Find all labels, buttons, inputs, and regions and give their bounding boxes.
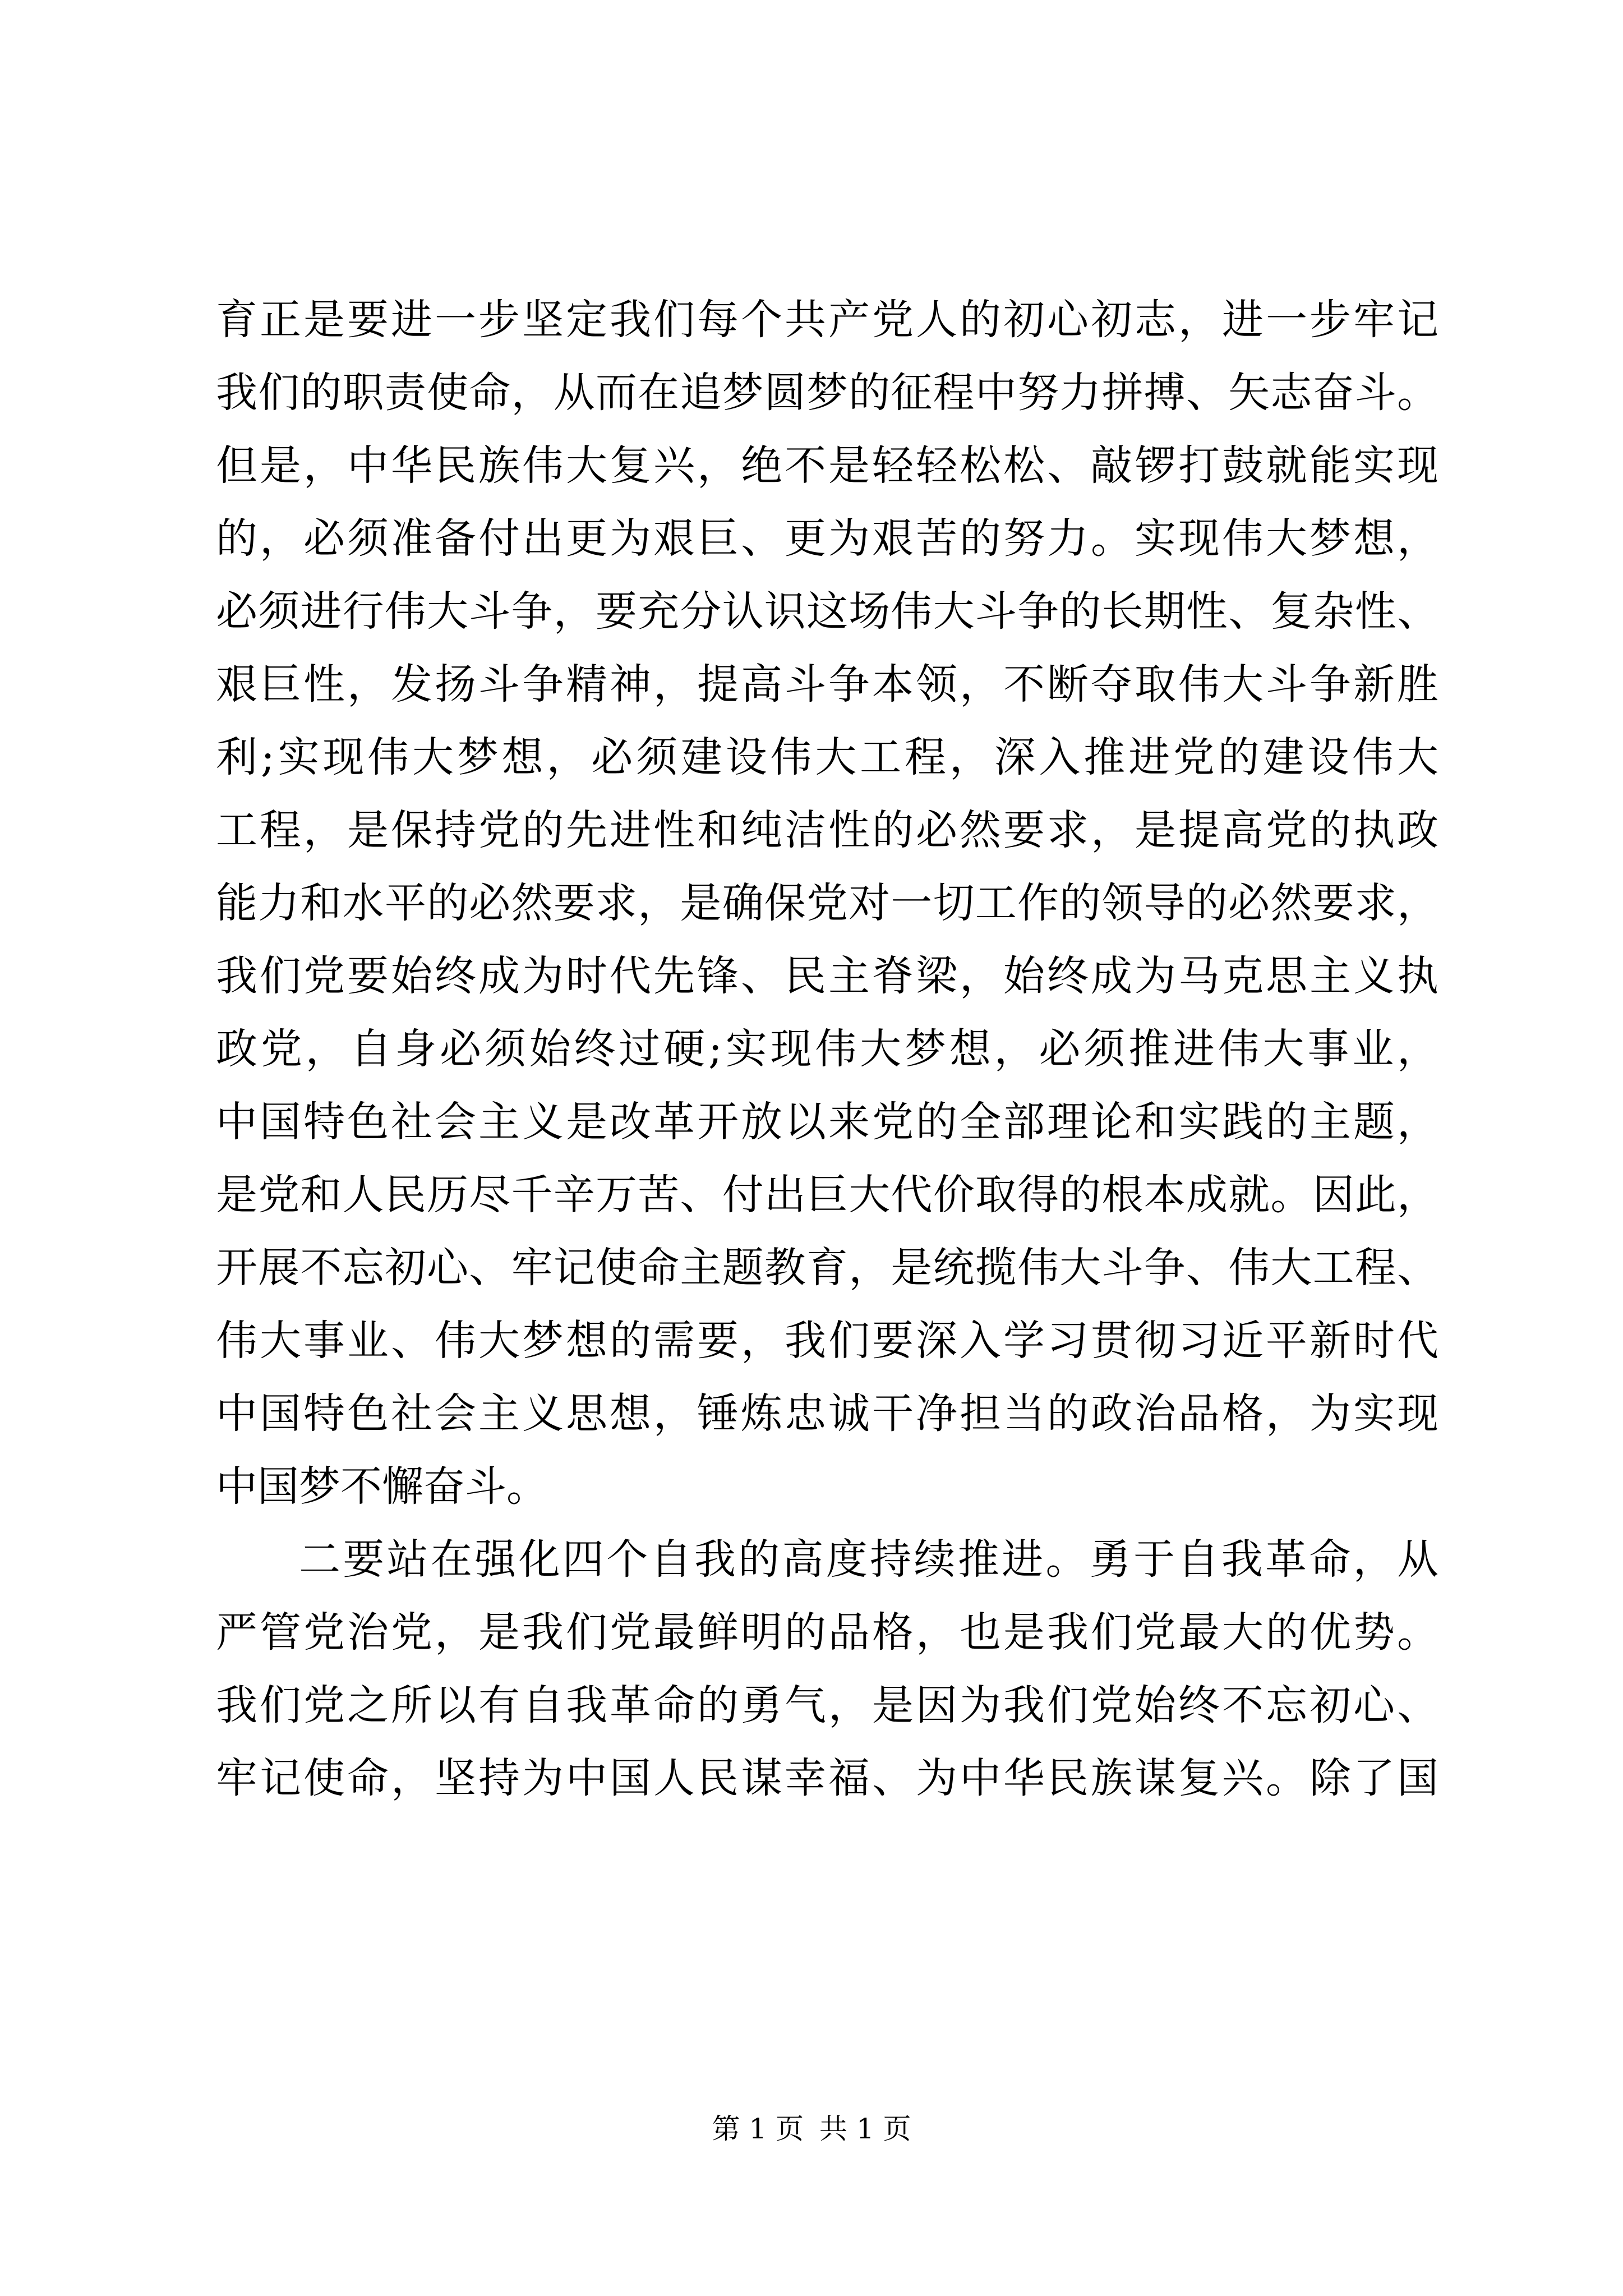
text-line-10: 我们党要始终成为时代先锋、民主脊梁，始终成为马克思主义执 xyxy=(216,952,1438,1000)
text-line-21: 牢记使命，坚持为中国人民谋幸福、为中华民族谋复兴。除了国 xyxy=(216,1754,1438,1802)
text-line-3: 但是，中华民族伟大复兴，绝不是轻轻松松、敲锣打鼓就能实现 xyxy=(216,441,1438,490)
text-line-8: 工程，是保持党的先进性和纯洁性的必然要求，是提高党的执政 xyxy=(216,806,1438,854)
text-line-13: 是党和人民历尽千辛万苦、付出巨大代价取得的根本成就。因此， xyxy=(216,1171,1438,1219)
page-total: 共 1 页 xyxy=(819,2113,911,2145)
text-line-17: 中国梦不懈奋斗。 xyxy=(216,1462,548,1511)
text-line-5: 必须进行伟大斗争，要充分认识这场伟大斗争的长期性、复杂性、 xyxy=(216,587,1438,636)
text-line-9: 能力和水平的必然要求，是确保党对一切工作的领导的必然要求， xyxy=(216,879,1438,927)
text-line-19: 严管党治党，是我们党最鲜明的品格，也是我们党最大的优势。 xyxy=(216,1608,1438,1657)
text-line-4: 的，必须准备付出更为艰巨、更为艰苦的努力。实现伟大梦想， xyxy=(216,514,1438,563)
text-line-2: 我们的职责使命，从而在追梦圆梦的征程中努力拼搏、矢志奋斗。 xyxy=(216,369,1438,417)
text-line-7: 利;实现伟大梦想，必须建设伟大工程，深入推进党的建设伟大 xyxy=(216,733,1438,781)
text-line-6: 艰巨性，发扬斗争精神，提高斗争本领，不断夺取伟大斗争新胜 xyxy=(216,660,1438,708)
page-number: 第 1 页 xyxy=(712,2113,804,2145)
text-line-1: 育正是要进一步坚定我们每个共产党人的初心初志，进一步牢记 xyxy=(216,296,1438,344)
text-line-14: 开展不忘初心、牢记使命主题教育，是统揽伟大斗争、伟大工程、 xyxy=(216,1244,1438,1292)
text-line-15: 伟大事业、伟大梦想的需要，我们要深入学习贯彻习近平新时代 xyxy=(216,1317,1438,1365)
text-line-18: 二要站在强化四个自我的高度持续推进。勇于自我革命，从 xyxy=(299,1535,1438,1584)
page-footer xyxy=(0,2109,1623,2148)
text-line-20: 我们党之所以有自我革命的勇气，是因为我们党始终不忘初心、 xyxy=(216,1681,1438,1729)
text-line-11: 政党，自身必须始终过硬;实现伟大梦想，必须推进伟大事业， xyxy=(216,1025,1438,1073)
text-line-12: 中国特色社会主义是改革开放以来党的全部理论和实践的主题， xyxy=(216,1098,1438,1146)
text-line-16: 中国特色社会主义思想，锤炼忠诚干净担当的政治品格，为实现 xyxy=(216,1389,1438,1438)
